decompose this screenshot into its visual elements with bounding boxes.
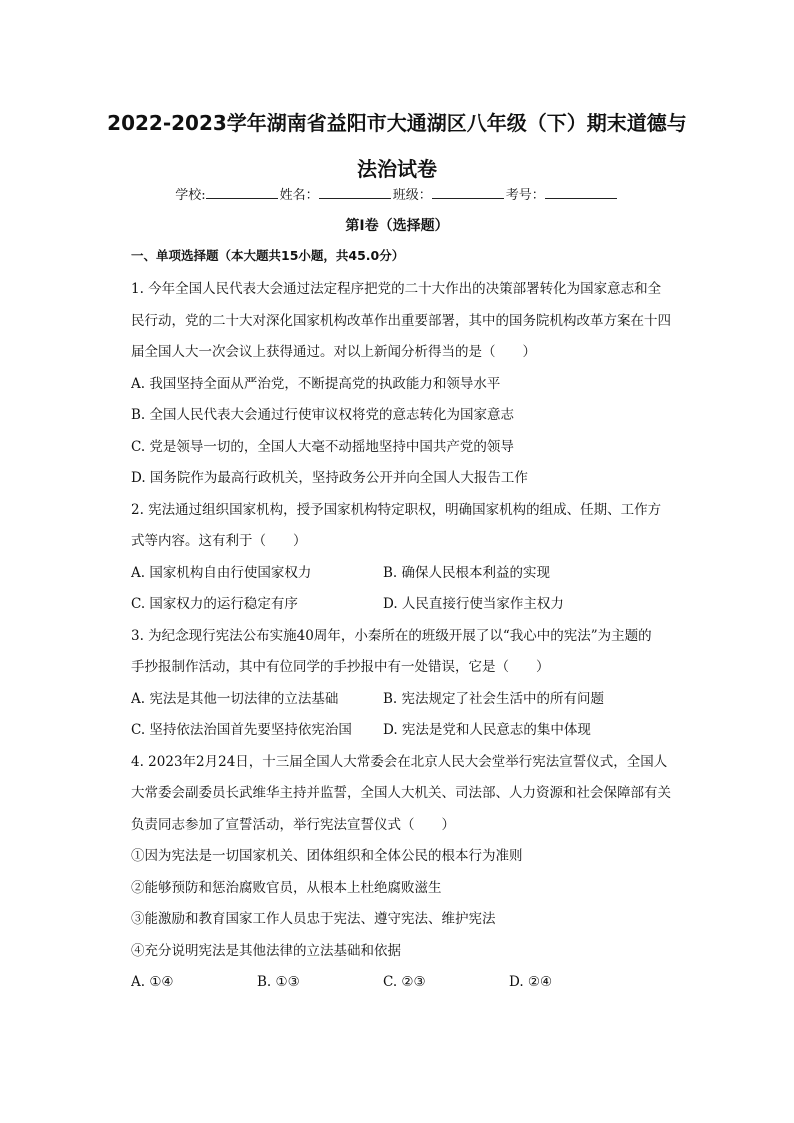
options-row [131, 589, 691, 621]
option-c: C. 坚持依法治国首先要坚持依宪治国 [131, 722, 352, 738]
option-c: C. 党是领导一切的，全国人大毫不动摇地坚持中国共产党的领导 [131, 438, 514, 455]
question-stem-line: 手抄报制作活动，其中有位同学的手抄报中有一处错误，它是（ ） [131, 659, 550, 675]
option-b: B. 确保人民根本利益的实现 [383, 564, 551, 581]
name-label: 姓名： [279, 188, 319, 203]
options-row [131, 715, 691, 747]
question-stem-line: 届全国人大一次会议上获得通过。对以上新闻分析得当的是（ ） [131, 344, 536, 360]
part-title: 第Ⅰ卷（选择题） [345, 218, 449, 234]
statement-1: ①因为宪法是一切国家机关、团体组织和全体公民的根本行为准则 [131, 848, 523, 864]
options-row [131, 684, 691, 716]
question-stem-line: 负责同志参加了宣誓活动，举行宪法宣誓仪式（ ） [131, 816, 455, 833]
option-d: D. 宪法是党和人民意志的集中体现 [383, 722, 591, 738]
question-stem-line: 2. 宪法通过组织国家机构，授予国家机构特定职权，明确国家机构的组成、任期、工作方 [131, 501, 662, 518]
option-b: B. 全国人民代表大会通过行使审议权将党的意志转化为国家意志 [131, 407, 515, 423]
exam-title-line-1: 2022-2023学年湖南省益阳市大通湖区八年级（下）期末道德与 [107, 111, 687, 135]
options-row [131, 558, 691, 590]
exam-number-label: 考号： [505, 188, 545, 203]
option-a: A. 宪法是其他一切法律的立法基础 [131, 690, 339, 707]
question-4 [131, 747, 691, 999]
school-blank [206, 186, 278, 199]
section-title: 一、单项选择题（本大题共15小题，共45.0分） [131, 248, 405, 263]
question-3 [131, 621, 691, 747]
name-blank [319, 186, 391, 199]
option-d: D. 人民直接行使当家作主权力 [383, 596, 564, 612]
question-stem-line: 3. 为纪念现行宪法公布实施40周年，小秦所在的班级开展了以“我心中的宪法”为主题的 [131, 627, 652, 644]
class-blank [432, 186, 504, 199]
question-stem-line: 民行动，党的二十大对深化国家机构改革作出重要部署，其中的国务院机构改革方案在十四 [131, 312, 671, 329]
option-d: D. ②④ [509, 974, 553, 990]
option-c: C. ②③ [383, 974, 426, 990]
question-stem-line: 4. 2023年2月24日，十三届全国人大常委会在北京人民大会堂举行宪法宣誓仪式，全国人 [131, 753, 668, 770]
option-a: A. ①④ [131, 974, 174, 990]
statement-2: ②能够预防和惩治腐败官员，从根本上杜绝腐败滋生 [131, 879, 442, 896]
student-info-row [0, 186, 794, 206]
question-stem-line: 式等内容。这有利于（ ） [131, 533, 307, 549]
statement-3: ③能激励和教育国家工作人员忠于宪法、遵守宪法、维护宪法 [131, 911, 496, 927]
exam-title [90, 100, 704, 192]
question-stem-line: 大常委会副委员长武维华主持并监誓，全国人大机关、司法部、人力资源和社会保障部有关 [131, 785, 671, 801]
exam-title-line-2: 法治试卷 [357, 157, 437, 181]
option-a: A. 国家机构自由行使国家权力 [131, 564, 312, 581]
option-a: A. 我国坚持全面从严治党，不断提高党的执政能力和领导水平 [131, 375, 501, 392]
options-row [131, 967, 691, 999]
question-2 [131, 495, 691, 621]
class-label: 班级： [392, 188, 432, 203]
option-c: C. 国家权力的运行稳定有序 [131, 596, 298, 612]
question-stem-line: 1. 今年全国人民代表大会通过法定程序把党的二十大作出的决策部署转化为国家意志和全 [131, 281, 662, 297]
option-b: B. ①③ [257, 974, 300, 990]
statement-4: ④充分说明宪法是其他法律的立法基础和依据 [131, 942, 401, 959]
option-d: D. 国务院作为最高行政机关，坚持政务公开并向全国人大报告工作 [131, 470, 528, 486]
questions-area [131, 274, 691, 999]
option-b: B. 宪法规定了社会生活中的所有问题 [383, 690, 605, 707]
question-1 [131, 274, 691, 495]
exam-number-blank [545, 186, 617, 199]
school-label: 学校: [175, 188, 206, 203]
